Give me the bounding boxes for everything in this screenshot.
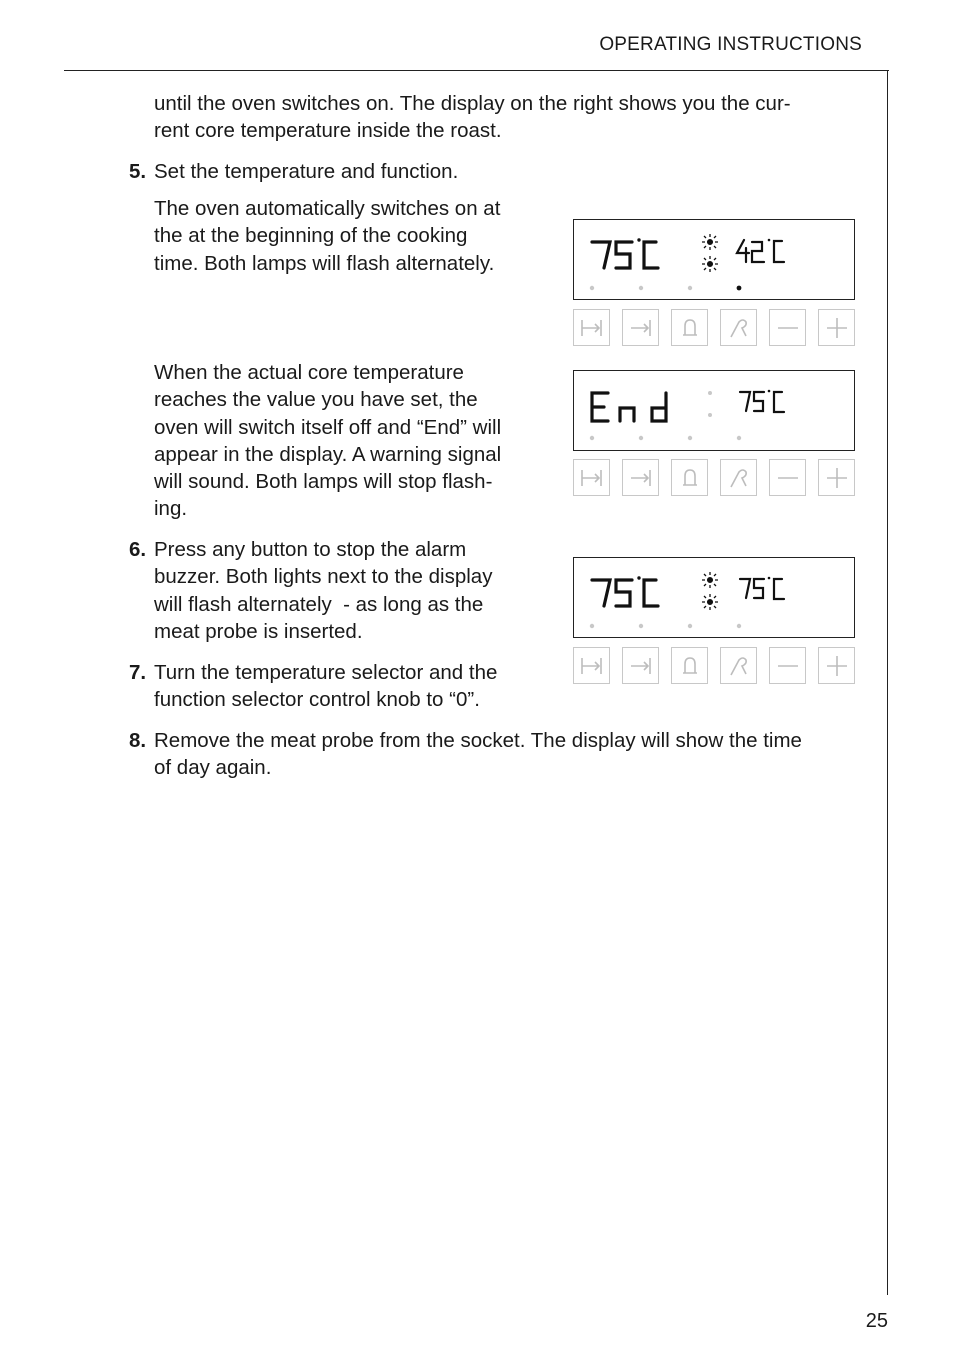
end-time-icon [623,310,659,346]
minus-button[interactable] [769,459,806,496]
plus-icon [819,648,855,684]
display-readout [574,371,854,450]
step-detail: The oven automatically switches on at the at the beginning of the cooking time. Both lamps will flash alternately. [154,197,501,275]
meat-probe-button[interactable] [720,459,757,496]
minus-icon [770,460,806,496]
plus-button[interactable] [818,647,855,684]
header-title: OPERATING INSTRUCTIONS [599,34,862,55]
bell-button[interactable] [671,647,708,684]
meat-probe-icon [721,310,757,346]
duration-button[interactable] [573,647,610,684]
margin-rule [887,70,888,1295]
page-number: 25 [865,1310,888,1332]
intro-text: until the oven switches on. The display on the right shows you the cur- rent core temperature inside the roast. [154,92,791,143]
meat-probe-icon [721,648,757,684]
bell-icon [672,460,708,496]
button-row [573,309,855,347]
lcd-display [573,557,855,638]
plus-button[interactable] [818,459,855,496]
duration-icon [574,310,610,346]
step-number: 6. [129,538,147,561]
end-time-button[interactable] [622,647,659,684]
duration-icon [574,460,610,496]
display-readout [574,220,854,299]
bell-button[interactable] [671,459,708,496]
lcd-display [573,219,855,300]
end-time-button[interactable] [622,459,659,496]
step-number: 7. [129,661,147,684]
bell-button[interactable] [671,309,708,346]
end-time-icon [623,648,659,684]
step-number: 5. [129,160,147,183]
end-time-button[interactable] [622,309,659,346]
minus-button[interactable] [769,647,806,684]
lamp-sun-icon [702,572,718,610]
display-readout [574,558,854,637]
meat-probe-button[interactable] [720,647,757,684]
minus-button[interactable] [769,309,806,346]
step-text: Press any button to stop the alarm buzzer. Both lights next to the display will flash alternately - as long as the meat probe is inserted. [154,538,493,643]
lamp-sun-icon [702,234,718,272]
step-text: Turn the temperature selector and the function selector control knob to “0”. [154,661,498,712]
bell-icon [672,310,708,346]
button-row [573,647,855,685]
duration-icon [574,648,610,684]
step-text: Set the temperature and function. [154,160,459,183]
plus-icon [819,310,855,346]
meat-probe-icon [721,460,757,496]
plus-icon [819,460,855,496]
minus-icon [770,310,806,346]
end-time-icon [623,460,659,496]
plus-button[interactable] [818,309,855,346]
header-rule [64,70,889,71]
step-number: 8. [129,729,147,752]
step-text: Remove the meat probe from the socket. The display will show the time of day again. [154,729,802,780]
bell-icon [672,648,708,684]
button-row [573,459,855,497]
step-detail: When the actual core temperature reaches the value you have set, the oven will switch itself off and “End” will appear in the display. A warning signal will sound. Both lamps will stop flash- ing. [154,361,502,521]
duration-button[interactable] [573,459,610,496]
minus-icon [770,648,806,684]
meat-probe-button[interactable] [720,309,757,346]
lcd-display [573,370,855,451]
duration-button[interactable] [573,309,610,346]
